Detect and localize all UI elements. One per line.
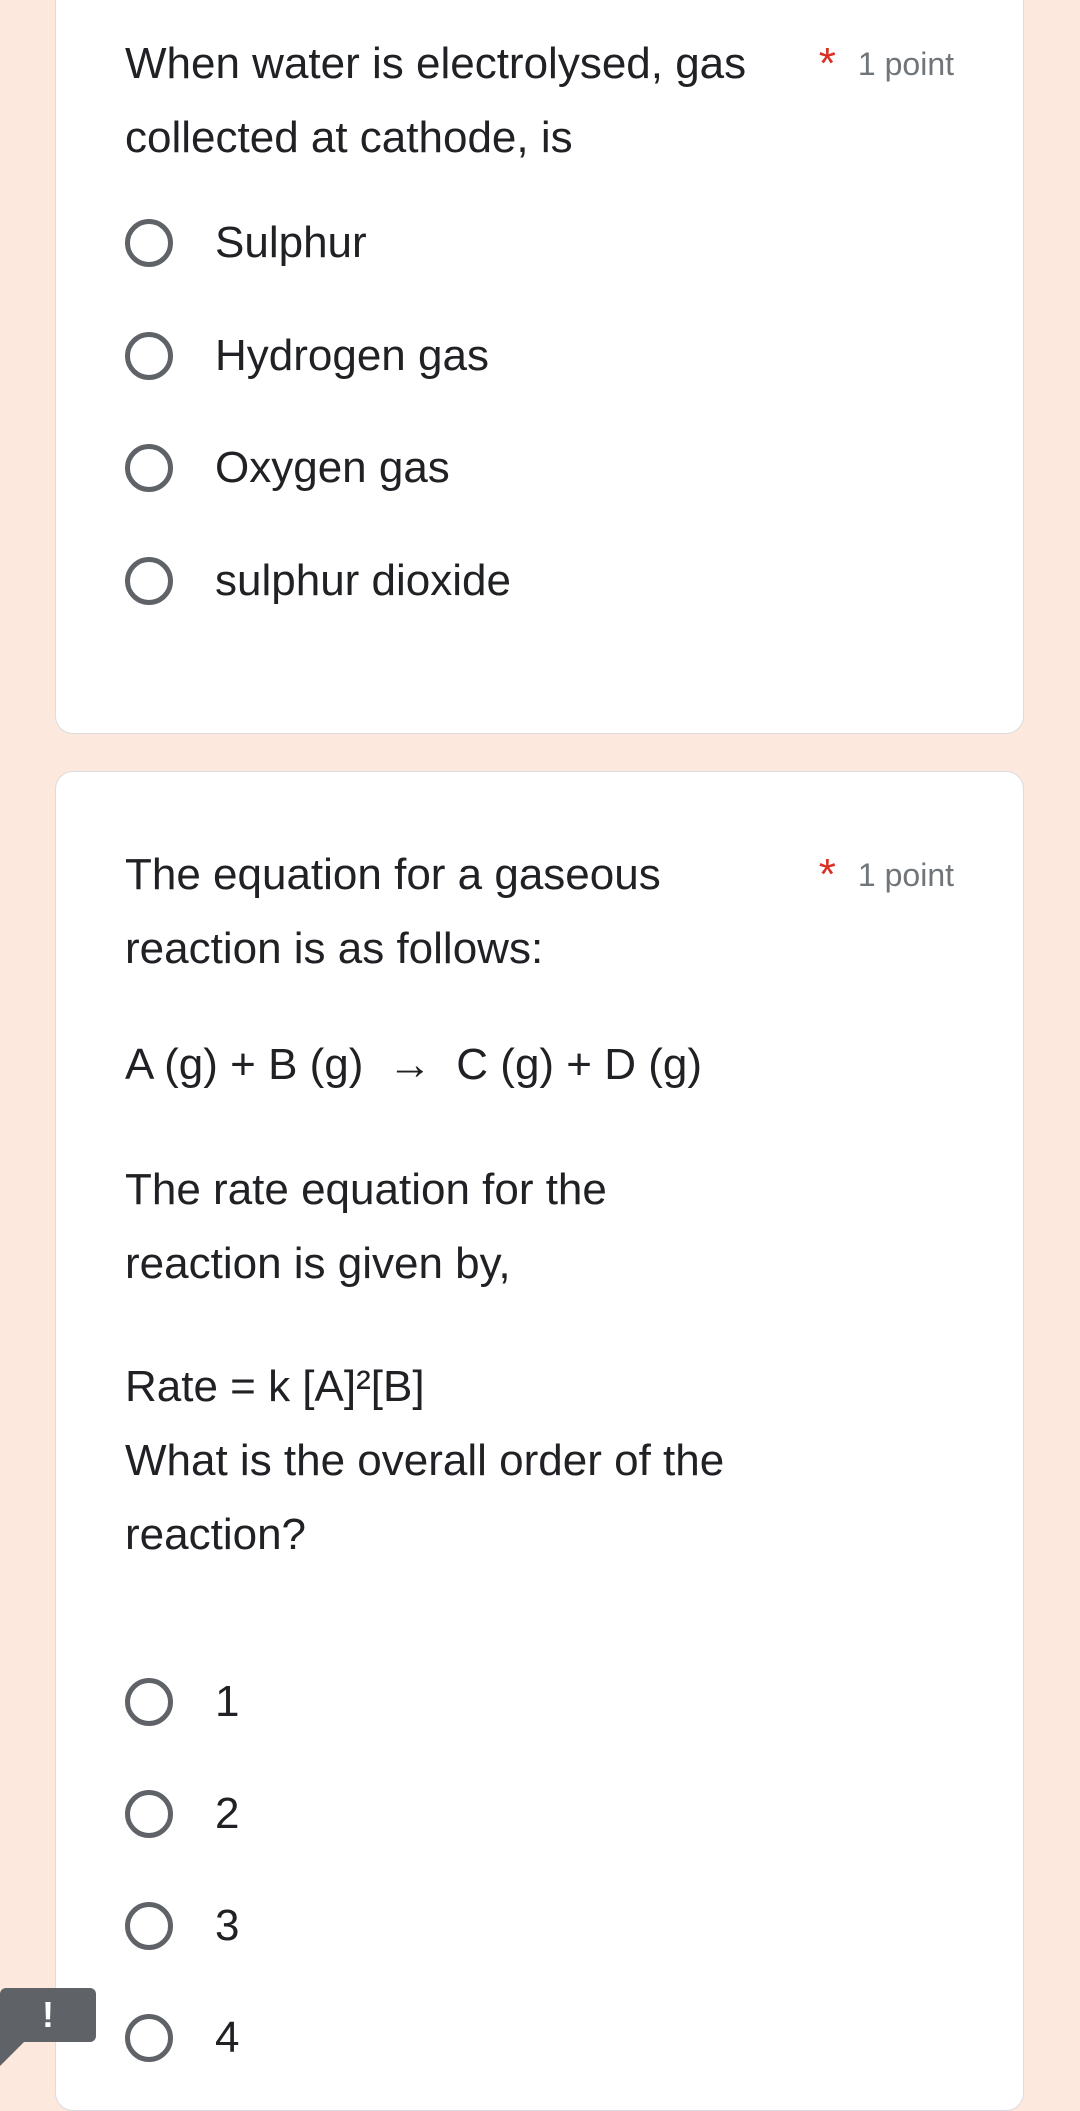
required-asterisk: *	[818, 850, 836, 899]
option-label: Oxygen gas	[215, 443, 450, 492]
radio-button[interactable]	[125, 1902, 173, 1950]
report-button[interactable]	[0, 1988, 96, 2042]
option-label: 2	[215, 1789, 240, 1838]
question-title: The equation for a gaseous reaction is as follows:	[125, 850, 661, 973]
reaction-equation: A (g) + B (g) → C (g) + D (g)	[125, 1040, 703, 1089]
option-hydrogen-gas[interactable]	[125, 326, 489, 386]
radio-button[interactable]	[125, 557, 173, 605]
question-card-reaction-order	[55, 771, 1024, 2111]
question-meta	[819, 27, 954, 101]
radio-button[interactable]	[125, 444, 173, 492]
question-title: When water is electrolysed, gas collected at cathode, is	[125, 39, 747, 162]
option-oxygen-gas[interactable]	[125, 438, 450, 498]
rate-equation: Rate = k [A]²[B]	[125, 1362, 425, 1411]
option-label: 3	[215, 1901, 240, 1950]
option-4[interactable]	[125, 2008, 239, 2068]
radio-button[interactable]	[125, 219, 173, 267]
question-header	[125, 27, 954, 175]
option-2[interactable]	[125, 1784, 239, 1844]
question-card-electrolysis	[55, 0, 1024, 734]
option-3[interactable]	[125, 1896, 239, 1956]
option-label: Sulphur	[215, 218, 367, 267]
radio-button[interactable]	[125, 1790, 173, 1838]
option-sulphur[interactable]	[125, 213, 367, 273]
option-label: 1	[215, 1677, 240, 1726]
points-label: 1 point	[857, 45, 954, 82]
description-line: reaction is given by,	[125, 1239, 511, 1288]
option-1[interactable]	[125, 1672, 239, 1732]
points-label: 1 point	[857, 856, 954, 893]
description-line: reaction?	[125, 1510, 307, 1559]
description-line: What is the overall order of the	[125, 1436, 725, 1485]
radio-button[interactable]	[125, 1678, 173, 1726]
question-header	[125, 838, 954, 986]
option-sulphur-dioxide[interactable]	[125, 551, 511, 611]
radio-button[interactable]	[125, 332, 173, 380]
option-label: sulphur dioxide	[215, 556, 511, 605]
description-line: The rate equation for the	[125, 1165, 607, 1214]
report-icon: !	[42, 1994, 54, 2035]
required-asterisk: *	[818, 39, 836, 88]
radio-button[interactable]	[125, 2014, 173, 2062]
option-label: Hydrogen gas	[215, 331, 489, 380]
question-meta	[819, 838, 954, 912]
option-label: 4	[215, 2013, 240, 2062]
